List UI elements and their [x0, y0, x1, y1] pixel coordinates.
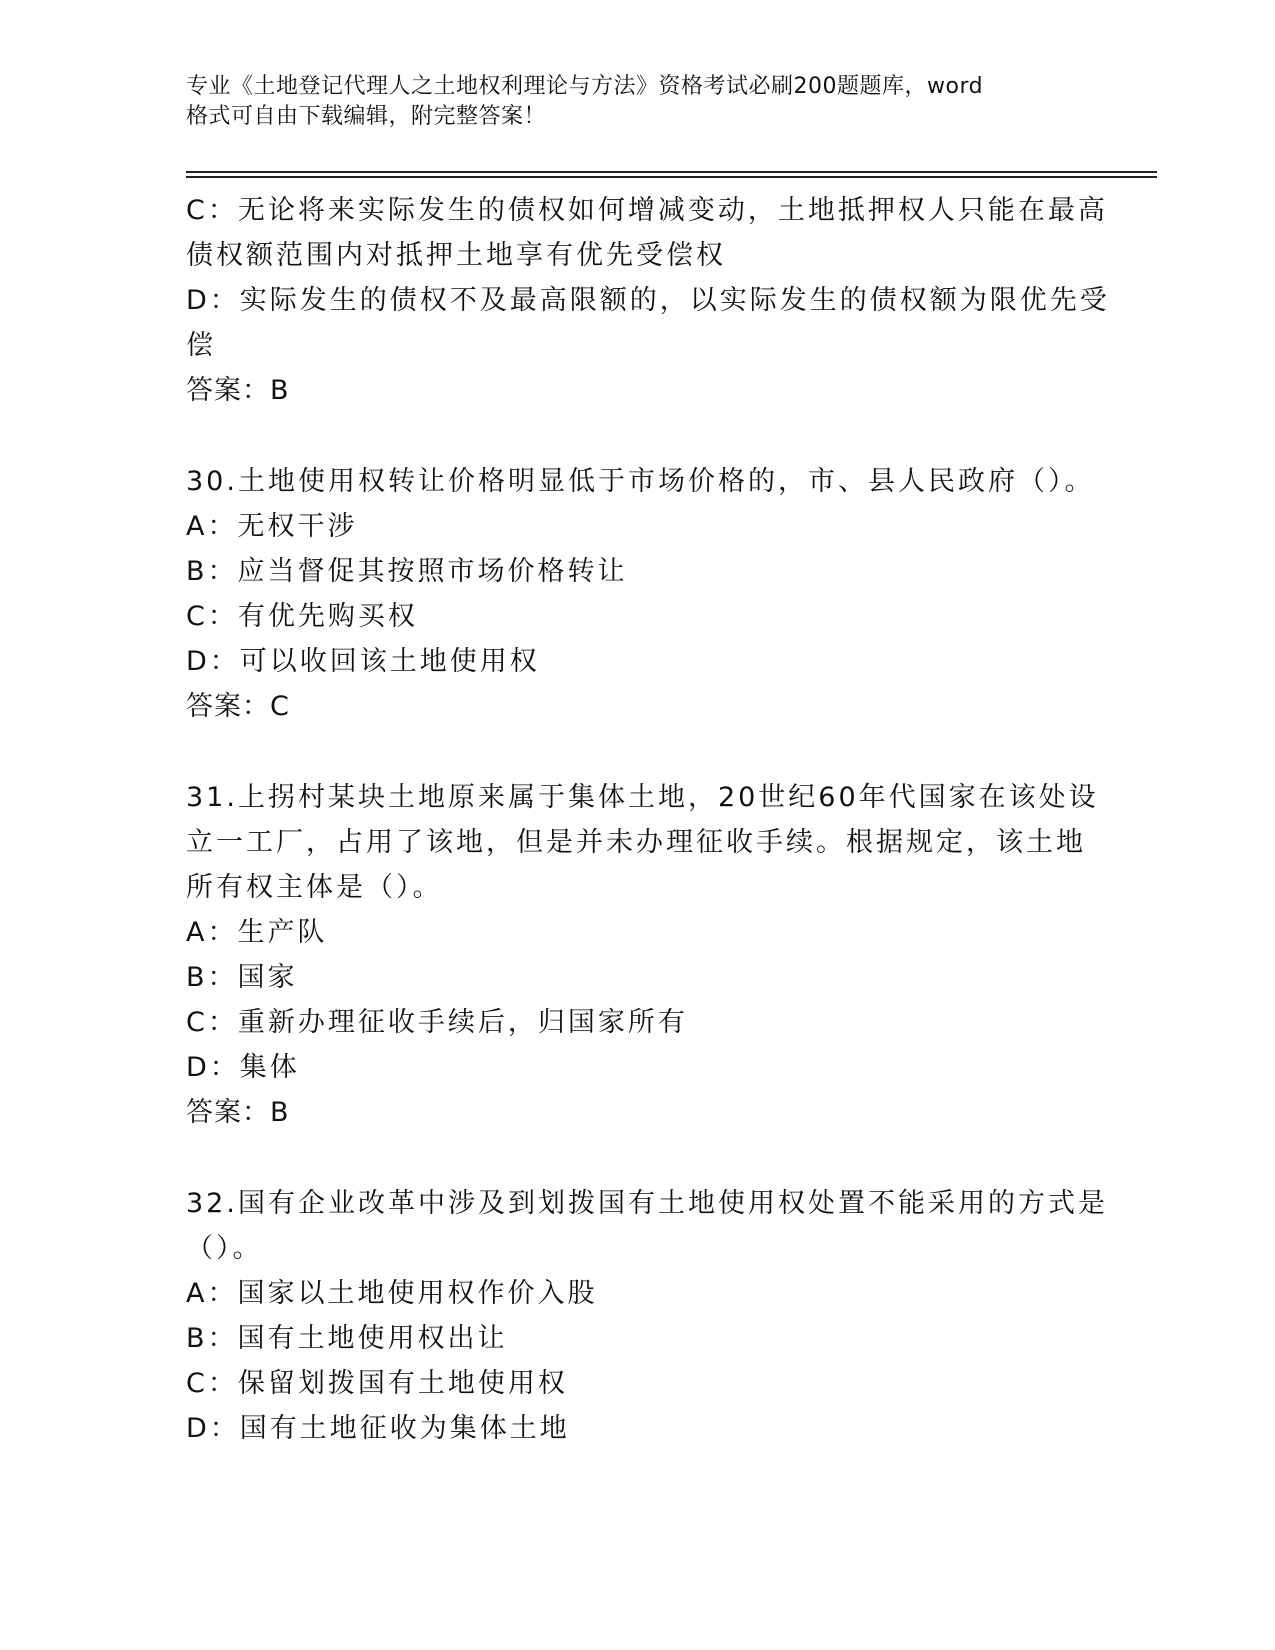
question-32	[186, 1181, 1108, 1451]
question-content	[186, 188, 1110, 1451]
option-b: B：国家	[186, 962, 298, 993]
option-a: A：生产队	[186, 917, 328, 948]
option-d: D：集体	[186, 1052, 300, 1083]
question-stem-line-1: 31.上拐村某块土地原来属于集体土地，20世纪60年代国家在该处设	[186, 782, 1099, 813]
option-d: D：国有土地征收为集体土地	[186, 1413, 570, 1444]
spacer	[186, 413, 1086, 459]
option-a: A：国家以土地使用权作价入股	[186, 1278, 598, 1309]
answer: 答案：C	[186, 691, 290, 722]
question-stem-line-3: 所有权主体是（）。	[186, 872, 443, 903]
header-rule-bottom	[186, 176, 1157, 178]
question-stem-line-2: 立一工厂，占用了该地，但是并未办理征收手续。根据规定，该土地	[186, 827, 1086, 858]
option-b: B：国有土地使用权出让	[186, 1323, 508, 1354]
question-30	[186, 459, 1095, 729]
header-rule-top	[186, 171, 1157, 173]
continued-question	[186, 188, 1110, 413]
page-header	[186, 72, 1086, 132]
option-a: A：无权干涉	[186, 511, 358, 542]
option-c-line-2: 债权额范围内对抵押土地享有优先受偿权	[186, 240, 726, 271]
spacer	[186, 1135, 1086, 1181]
question-stem: 30.土地使用权转让价格明显低于市场价格的，市、县人民政府（）。	[186, 466, 1095, 497]
option-d-line-1: D：实际发生的债权不及最高限额的，以实际发生的债权额为限优先受	[186, 285, 1110, 316]
answer: 答案：B	[186, 375, 290, 406]
spacer	[186, 729, 1086, 775]
option-b: B：应当督促其按照市场价格转让	[186, 556, 628, 587]
question-stem-line-2: （）。	[186, 1233, 263, 1264]
option-c-line-1: C：无论将来实际发生的债权如何增减变动，土地抵押权人只能在最高	[186, 195, 1108, 226]
question-31	[186, 775, 1099, 1135]
option-c: C：有优先购买权	[186, 601, 418, 632]
option-c: C：保留划拨国有土地使用权	[186, 1368, 568, 1399]
header-line-1: 专业《土地登记代理人之土地权利理论与方法》资格考试必刷200题题库，word	[186, 74, 984, 99]
answer: 答案：B	[186, 1097, 290, 1128]
option-c: C：重新办理征收手续后，归国家所有	[186, 1007, 688, 1038]
question-stem-line-1: 32.国有企业改革中涉及到划拨国有土地使用权处置不能采用的方式是	[186, 1188, 1108, 1219]
option-d: D：可以收回该土地使用权	[186, 646, 540, 677]
header-line-2: 格式可自由下载编辑，附完整答案！	[186, 104, 547, 129]
option-d-line-2: 偿	[186, 330, 216, 361]
